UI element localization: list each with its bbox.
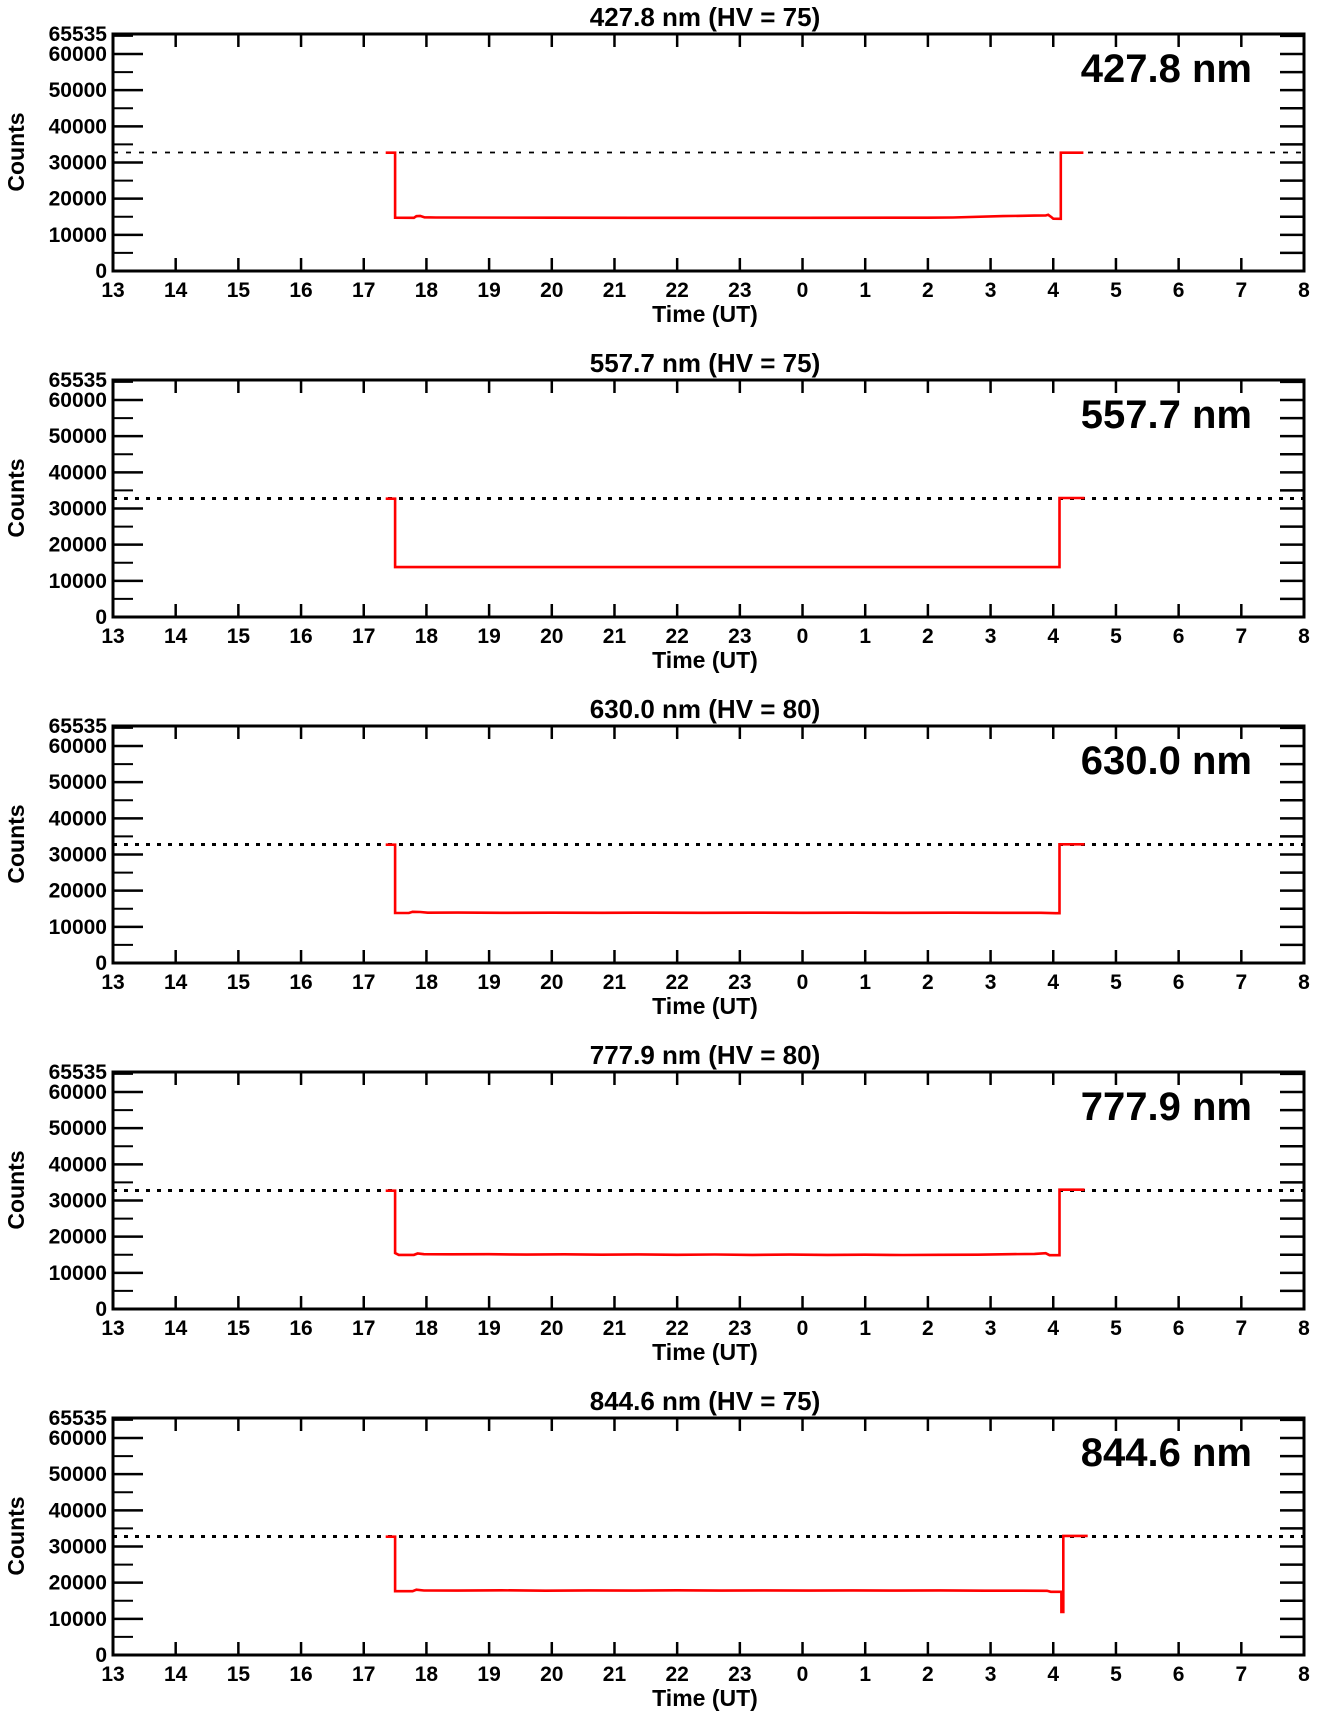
x-tick-label: 18 <box>414 625 439 648</box>
y-tick-label: 50000 <box>48 1117 107 1141</box>
x-tick-label: 7 <box>1235 279 1248 302</box>
x-tick-label: 19 <box>477 625 501 648</box>
y-axis-label: Counts <box>3 112 29 192</box>
x-tick-label: 7 <box>1235 971 1248 994</box>
x-tick-label: 14 <box>164 625 188 648</box>
x-tick-label: 13 <box>101 971 125 994</box>
x-tick-label: 14 <box>164 279 188 302</box>
y-tick-label: 50000 <box>48 425 107 449</box>
chart-panel-844.6nm <box>0 1384 1336 1730</box>
x-tick-label: 21 <box>602 1317 627 1340</box>
x-tick-label: 22 <box>665 1317 689 1340</box>
y-tick-label: 60000 <box>48 43 107 67</box>
x-tick-label: 8 <box>1298 279 1310 302</box>
y-axis-label: Counts <box>3 1496 29 1576</box>
x-tick-label: 21 <box>602 625 627 648</box>
x-tick-label: 15 <box>226 971 251 994</box>
y-tick-label: 40000 <box>48 461 107 485</box>
y-tick-label: 20000 <box>48 1571 107 1595</box>
chart-panel-777.9nm <box>0 1038 1336 1384</box>
y-tick-label: 50000 <box>48 79 107 103</box>
y-tick-label: 0 <box>95 1644 107 1667</box>
chart-panel-630.0nm <box>0 692 1336 1038</box>
y-tick-label: 60000 <box>48 389 107 413</box>
x-tick-label: 5 <box>1110 1317 1122 1340</box>
x-tick-label: 23 <box>728 971 752 994</box>
x-tick-label: 21 <box>602 279 627 302</box>
x-tick-label: 17 <box>352 971 376 994</box>
data-series-line <box>386 844 1085 913</box>
chart-panel-427.8nm <box>0 0 1336 346</box>
x-tick-label: 2 <box>922 971 934 994</box>
x-tick-label: 1 <box>859 971 872 994</box>
x-tick-label: 17 <box>352 1663 376 1686</box>
x-tick-label: 22 <box>665 279 689 302</box>
x-tick-label: 4 <box>1047 625 1060 648</box>
wavelength-label: 844.6 nm <box>1080 1431 1252 1475</box>
y-tick-label: 10000 <box>48 223 107 247</box>
y-tick-label: 65535 <box>48 1407 107 1430</box>
x-tick-label: 7 <box>1235 625 1248 648</box>
x-tick-label: 21 <box>602 1663 627 1686</box>
x-tick-label: 22 <box>665 971 689 994</box>
x-tick-label: 20 <box>540 279 564 302</box>
x-tick-label: 20 <box>540 971 564 994</box>
y-tick-label: 30000 <box>48 843 107 867</box>
x-tick-label: 15 <box>226 1663 251 1686</box>
x-tick-label: 18 <box>414 1317 439 1340</box>
y-tick-label: 20000 <box>48 533 107 557</box>
x-axis-label: Time (UT) <box>652 993 758 1019</box>
x-tick-label: 18 <box>414 279 439 302</box>
y-tick-label: 60000 <box>48 1081 107 1105</box>
y-tick-label: 60000 <box>48 1427 107 1451</box>
x-tick-label: 2 <box>922 279 934 302</box>
x-tick-label: 2 <box>922 625 934 648</box>
x-tick-label: 17 <box>352 1317 376 1340</box>
y-tick-label: 20000 <box>48 879 107 903</box>
x-tick-label: 13 <box>101 279 125 302</box>
x-tick-label: 1 <box>859 625 872 648</box>
y-tick-label: 65535 <box>48 1061 107 1084</box>
x-tick-label: 15 <box>226 625 251 648</box>
data-series-line <box>386 1190 1085 1256</box>
chart-panel-557.7nm <box>0 346 1336 692</box>
y-tick-label: 30000 <box>48 1535 107 1559</box>
y-axis-label: Counts <box>3 458 29 538</box>
x-tick-label: 0 <box>796 1317 809 1340</box>
x-tick-label: 6 <box>1172 625 1185 648</box>
x-tick-label: 19 <box>477 1663 501 1686</box>
wavelength-label: 630.0 nm <box>1080 739 1252 783</box>
x-tick-label: 0 <box>796 971 809 994</box>
chart-title: 777.9 nm (HV = 80) <box>589 1040 821 1070</box>
y-tick-label: 50000 <box>48 1463 107 1487</box>
data-series-line <box>386 498 1085 567</box>
x-tick-label: 8 <box>1298 625 1310 648</box>
y-tick-label: 0 <box>95 1298 107 1321</box>
x-axis-label: Time (UT) <box>652 301 758 327</box>
x-tick-label: 22 <box>665 625 689 648</box>
x-tick-label: 1 <box>859 1317 872 1340</box>
x-tick-label: 2 <box>922 1317 934 1340</box>
x-tick-label: 16 <box>289 279 313 302</box>
x-tick-label: 7 <box>1235 1663 1248 1686</box>
x-tick-label: 6 <box>1172 1663 1185 1686</box>
x-tick-label: 16 <box>289 971 313 994</box>
x-tick-label: 13 <box>101 1663 125 1686</box>
wavelength-label: 427.8 nm <box>1080 47 1252 91</box>
x-tick-label: 15 <box>226 279 251 302</box>
x-tick-label: 6 <box>1172 279 1185 302</box>
y-tick-label: 10000 <box>48 569 107 593</box>
x-tick-label: 21 <box>602 971 627 994</box>
x-axis-label: Time (UT) <box>652 1339 758 1365</box>
x-tick-label: 1 <box>859 279 872 302</box>
y-tick-label: 0 <box>95 606 107 629</box>
x-tick-label: 3 <box>984 1317 997 1340</box>
x-axis-label: Time (UT) <box>652 647 758 673</box>
x-tick-label: 23 <box>728 1663 752 1686</box>
y-axis-label: Counts <box>3 1150 29 1230</box>
x-tick-label: 15 <box>226 1317 251 1340</box>
x-tick-label: 4 <box>1047 971 1060 994</box>
x-tick-label: 20 <box>540 1317 564 1340</box>
x-tick-label: 4 <box>1047 279 1060 302</box>
x-tick-label: 17 <box>352 279 376 302</box>
y-tick-label: 60000 <box>48 735 107 759</box>
y-tick-label: 40000 <box>48 1153 107 1177</box>
y-axis-label: Counts <box>3 804 29 884</box>
y-tick-label: 30000 <box>48 151 107 175</box>
x-tick-label: 14 <box>164 971 188 994</box>
x-tick-label: 13 <box>101 625 125 648</box>
x-tick-label: 8 <box>1298 1663 1310 1686</box>
y-tick-label: 40000 <box>48 807 107 831</box>
x-tick-label: 20 <box>540 625 564 648</box>
x-tick-label: 2 <box>922 1663 934 1686</box>
x-tick-label: 14 <box>164 1663 188 1686</box>
x-tick-label: 8 <box>1298 1317 1310 1340</box>
y-tick-label: 50000 <box>48 771 107 795</box>
chart-title: 557.7 nm (HV = 75) <box>589 348 821 378</box>
x-tick-label: 17 <box>352 625 376 648</box>
x-tick-label: 1 <box>859 1663 872 1686</box>
x-tick-label: 3 <box>984 971 997 994</box>
x-tick-label: 18 <box>414 1663 439 1686</box>
x-tick-label: 0 <box>796 279 809 302</box>
y-tick-label: 0 <box>95 952 107 975</box>
x-tick-label: 5 <box>1110 625 1122 648</box>
y-tick-label: 65535 <box>48 715 107 738</box>
x-tick-label: 8 <box>1298 971 1310 994</box>
chart-title: 427.8 nm (HV = 75) <box>589 2 821 32</box>
y-tick-label: 40000 <box>48 115 107 139</box>
data-series-line <box>386 1536 1088 1612</box>
x-tick-label: 5 <box>1110 971 1122 994</box>
y-tick-label: 0 <box>95 260 107 283</box>
x-tick-label: 13 <box>101 1317 125 1340</box>
x-tick-label: 4 <box>1047 1317 1060 1340</box>
wavelength-label: 557.7 nm <box>1080 393 1252 437</box>
data-series-line <box>386 153 1084 219</box>
y-tick-label: 30000 <box>48 497 107 521</box>
x-tick-label: 23 <box>728 279 752 302</box>
y-tick-label: 20000 <box>48 187 107 211</box>
x-tick-label: 19 <box>477 971 501 994</box>
x-tick-label: 0 <box>796 625 809 648</box>
x-tick-label: 6 <box>1172 971 1185 994</box>
x-tick-label: 19 <box>477 279 501 302</box>
x-tick-label: 3 <box>984 1663 997 1686</box>
x-tick-label: 16 <box>289 1317 313 1340</box>
y-tick-label: 10000 <box>48 1261 107 1285</box>
x-tick-label: 3 <box>984 279 997 302</box>
y-tick-label: 65535 <box>48 369 107 392</box>
x-tick-label: 16 <box>289 1663 313 1686</box>
x-tick-label: 4 <box>1047 1663 1060 1686</box>
y-tick-label: 30000 <box>48 1189 107 1213</box>
x-tick-label: 19 <box>477 1317 501 1340</box>
x-axis-label: Time (UT) <box>652 1685 758 1711</box>
x-tick-label: 16 <box>289 625 313 648</box>
x-tick-label: 23 <box>728 1317 752 1340</box>
x-tick-label: 22 <box>665 1663 689 1686</box>
wavelength-label: 777.9 nm <box>1080 1085 1252 1129</box>
chart-title: 844.6 nm (HV = 75) <box>589 1386 821 1416</box>
x-tick-label: 18 <box>414 971 439 994</box>
y-tick-label: 10000 <box>48 915 107 939</box>
y-tick-label: 20000 <box>48 1225 107 1249</box>
x-tick-label: 5 <box>1110 1663 1122 1686</box>
y-tick-label: 40000 <box>48 1499 107 1523</box>
x-tick-label: 23 <box>728 625 752 648</box>
x-tick-label: 6 <box>1172 1317 1185 1340</box>
chart-title: 630.0 nm (HV = 80) <box>589 694 821 724</box>
x-tick-label: 20 <box>540 1663 564 1686</box>
x-tick-label: 5 <box>1110 279 1122 302</box>
x-tick-label: 14 <box>164 1317 188 1340</box>
x-tick-label: 7 <box>1235 1317 1248 1340</box>
y-tick-label: 65535 <box>48 23 107 46</box>
x-tick-label: 3 <box>984 625 997 648</box>
x-tick-label: 0 <box>796 1663 809 1686</box>
y-tick-label: 10000 <box>48 1607 107 1631</box>
